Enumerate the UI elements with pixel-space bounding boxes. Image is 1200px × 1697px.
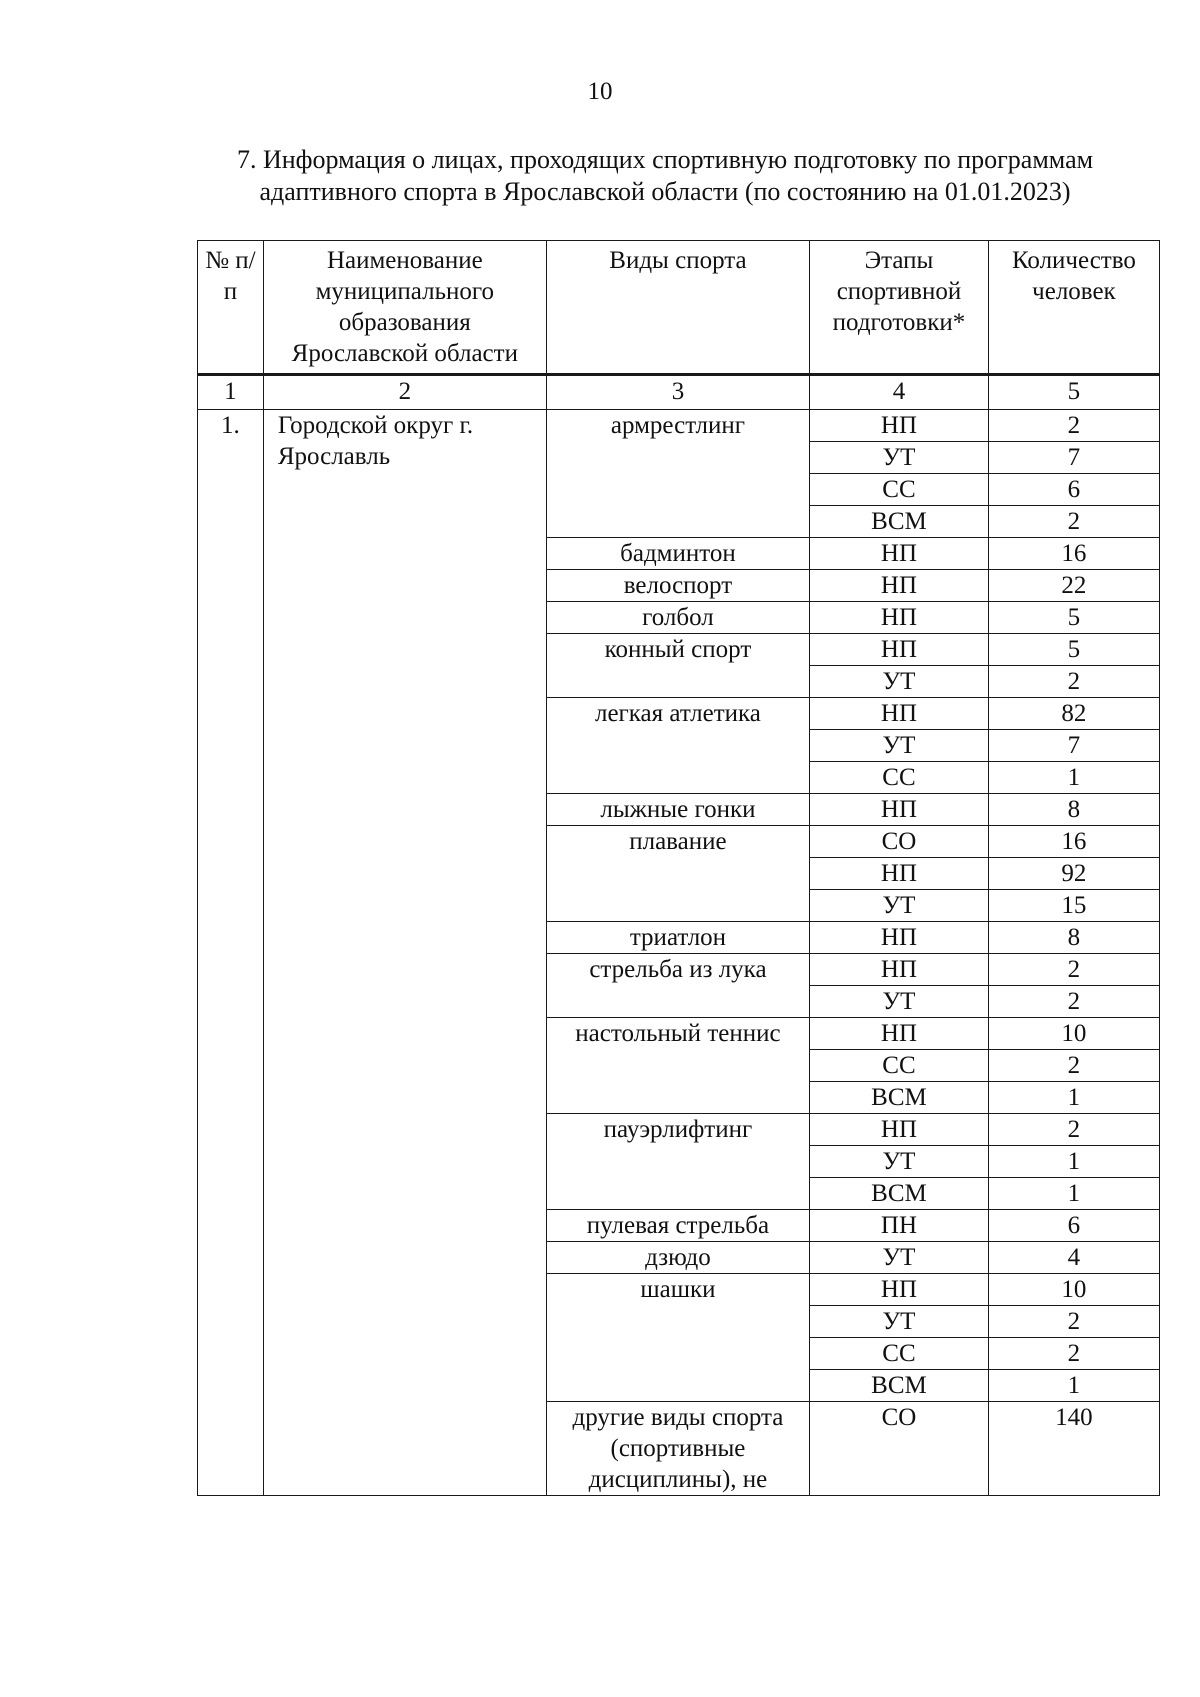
participant-count: 2 xyxy=(988,954,1159,986)
stage-code: ВСМ xyxy=(810,1370,989,1402)
heading-line-1: 7. Информация о лицах, проходящих спортивную подготовку по программам xyxy=(236,145,1094,174)
column-number: 1 xyxy=(198,375,264,410)
participant-count: 82 xyxy=(988,698,1159,730)
sport-name: стрельба из лука xyxy=(546,954,809,1018)
column-number: 4 xyxy=(810,375,989,410)
header-sport: Виды спорта xyxy=(546,241,809,375)
participant-count: 22 xyxy=(988,570,1159,602)
document-heading xyxy=(190,144,1140,208)
sport-name: триатлон xyxy=(546,922,809,954)
sports-training-table xyxy=(197,240,1160,1496)
column-number-row xyxy=(198,375,1160,410)
participant-count: 8 xyxy=(988,794,1159,826)
stage-code: УТ xyxy=(810,442,989,474)
sport-name: армрестлинг xyxy=(546,410,809,538)
stage-code: СС xyxy=(810,474,989,506)
sport-name: плавание xyxy=(546,826,809,922)
participant-count: 8 xyxy=(988,922,1159,954)
row-number: 1. xyxy=(198,410,264,1496)
stage-code: НП xyxy=(810,1114,989,1146)
participant-count: 92 xyxy=(988,858,1159,890)
stage-code: НП xyxy=(810,794,989,826)
participant-count: 1 xyxy=(988,1082,1159,1114)
stage-code: НП xyxy=(810,922,989,954)
stage-code: НП xyxy=(810,1018,989,1050)
participant-count: 7 xyxy=(988,442,1159,474)
participant-count: 2 xyxy=(988,506,1159,538)
stage-code: УТ xyxy=(810,890,989,922)
sport-name: другие виды спорта (спортивные дисциплины), не xyxy=(546,1402,809,1496)
heading-line-2: адаптивного спорта в Ярославской области (по состоянию на 01.01.2023) xyxy=(259,177,1071,206)
table-row xyxy=(198,410,1160,442)
header-municipality: Наименование муниципального образования Ярославской области xyxy=(263,241,546,375)
sport-name: дзюдо xyxy=(546,1242,809,1274)
participant-count: 140 xyxy=(988,1402,1159,1496)
participant-count: 2 xyxy=(988,1050,1159,1082)
stage-code: НП xyxy=(810,570,989,602)
participant-count: 16 xyxy=(988,826,1159,858)
participant-count: 10 xyxy=(988,1018,1159,1050)
sport-name: легкая атлетика xyxy=(546,698,809,794)
stage-code: НП xyxy=(810,698,989,730)
column-number: 3 xyxy=(546,375,809,410)
participant-count: 2 xyxy=(988,410,1159,442)
sport-name: бадминтон xyxy=(546,538,809,570)
participant-count: 7 xyxy=(988,730,1159,762)
participant-count: 2 xyxy=(988,1306,1159,1338)
participant-count: 16 xyxy=(988,538,1159,570)
participant-count: 1 xyxy=(988,1370,1159,1402)
stage-code: СС xyxy=(810,762,989,794)
sport-name: шашки xyxy=(546,1274,809,1402)
stage-code: УТ xyxy=(810,1146,989,1178)
sport-name: конный спорт xyxy=(546,634,809,698)
header-number: № п/п xyxy=(198,241,264,375)
header-stage: Этапы спортивной подготовки* xyxy=(810,241,989,375)
stage-code: СО xyxy=(810,826,989,858)
participant-count: 2 xyxy=(988,1114,1159,1146)
stage-code: УТ xyxy=(810,730,989,762)
sport-name: настольный теннис xyxy=(546,1018,809,1114)
municipality-name: Городской округ г. Ярославль xyxy=(263,410,546,1496)
stage-code: НП xyxy=(810,602,989,634)
stage-code: НП xyxy=(810,538,989,570)
stage-code: СС xyxy=(810,1050,989,1082)
sport-name: пауэрлифтинг xyxy=(546,1114,809,1210)
page-number: 10 xyxy=(587,78,613,105)
header-count: Количество человек xyxy=(988,241,1159,375)
stage-code: ВСМ xyxy=(810,1178,989,1210)
stage-code: НП xyxy=(810,858,989,890)
stage-code: НП xyxy=(810,634,989,666)
sport-name: пулевая стрельба xyxy=(546,1210,809,1242)
participant-count: 1 xyxy=(988,1146,1159,1178)
participant-count: 15 xyxy=(988,890,1159,922)
participant-count: 2 xyxy=(988,986,1159,1018)
sport-name: велоспорт xyxy=(546,570,809,602)
column-number: 5 xyxy=(988,375,1159,410)
stage-code: ВСМ xyxy=(810,1082,989,1114)
stage-code: УТ xyxy=(810,1306,989,1338)
stage-code: НП xyxy=(810,410,989,442)
stage-code: СС xyxy=(810,1338,989,1370)
stage-code: НП xyxy=(810,1274,989,1306)
participant-count: 5 xyxy=(988,634,1159,666)
sport-name: лыжные гонки xyxy=(546,794,809,826)
participant-count: 1 xyxy=(988,762,1159,794)
column-number: 2 xyxy=(263,375,546,410)
participant-count: 4 xyxy=(988,1242,1159,1274)
stage-code: ПН xyxy=(810,1210,989,1242)
participant-count: 5 xyxy=(988,602,1159,634)
participant-count: 2 xyxy=(988,1338,1159,1370)
participant-count: 2 xyxy=(988,666,1159,698)
table-header-row xyxy=(198,241,1160,375)
participant-count: 6 xyxy=(988,1210,1159,1242)
participant-count: 1 xyxy=(988,1178,1159,1210)
stage-code: УТ xyxy=(810,666,989,698)
stage-code: НП xyxy=(810,954,989,986)
stage-code: СО xyxy=(810,1402,989,1496)
participant-count: 10 xyxy=(988,1274,1159,1306)
participant-count: 6 xyxy=(988,474,1159,506)
stage-code: УТ xyxy=(810,986,989,1018)
stage-code: ВСМ xyxy=(810,506,989,538)
sport-name: голбол xyxy=(546,602,809,634)
stage-code: УТ xyxy=(810,1242,989,1274)
